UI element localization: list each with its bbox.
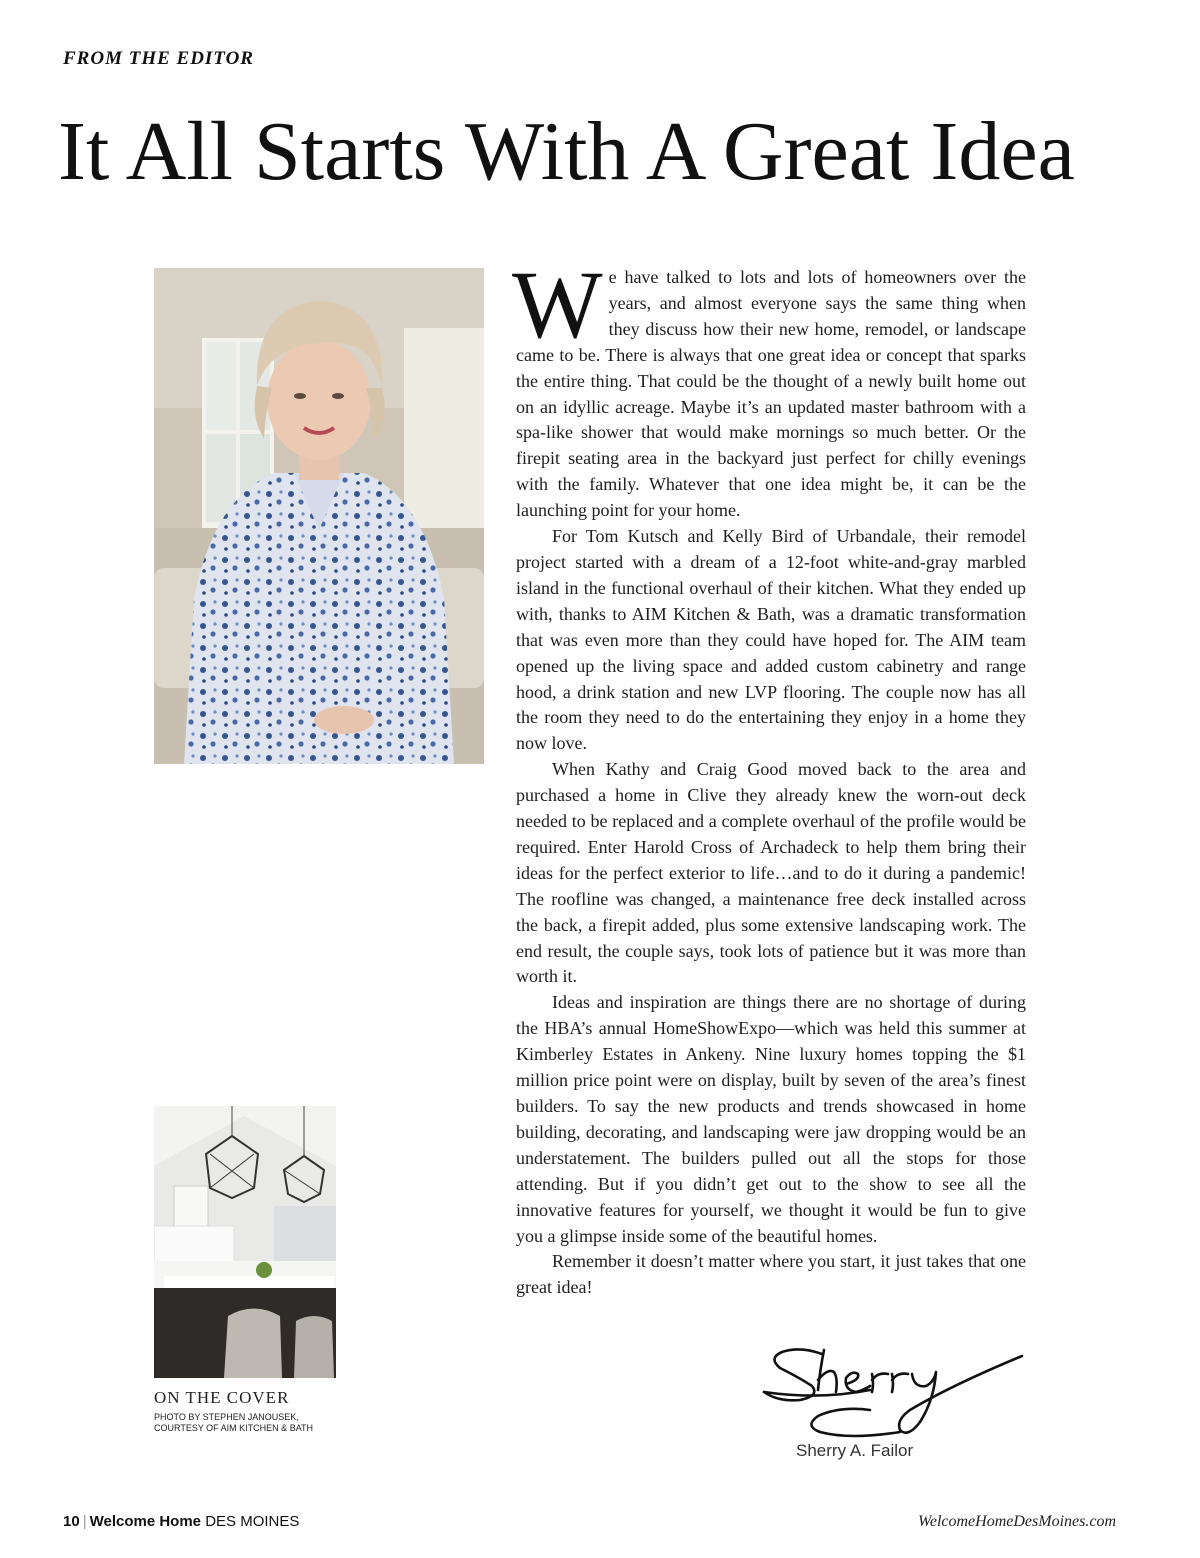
cover-credit-line-1: PHOTO BY STEPHEN JANOUSEK, [154,1412,299,1422]
handwritten-signature [760,1340,1030,1450]
section-label: FROM THE EDITOR [63,48,254,69]
footer-region: DES MOINES [205,1513,300,1530]
footer-brand: Welcome Home [89,1513,202,1530]
drop-cap: W [512,251,603,358]
page-number: 10 [63,1513,80,1530]
article-body [512,251,1026,1301]
cover-photo [154,1106,336,1378]
article-paragraph [512,251,1026,524]
article-paragraph-text: e have talked to lots and lots of homeowners over the years, and almost everyone says the same thing when they discuss how their new home, remodel, or landscape came to be. There is always that one great idea or concept that sparks the entire thing. That could be the thought of a newly built home out on an idyllic acreage. Maybe it’s an updated master bathroom with a spa-like shower that would make mornings so much better. Or the firepit seating area in the backyard just perfect for chilly evenings with the family. Whatever that one idea might be, it can be the launching point for your home. [516,267,1026,521]
article-paragraph: Remember it doesn’t matter where you start, it just takes that one great idea! [516,1251,1026,1298]
cover-credit-line-2: COURTESY OF AIM KITCHEN & BATH [154,1423,314,1433]
footer-folio [63,1513,299,1530]
signer-name: Sherry A. Failor [796,1441,914,1460]
article-paragraph: For Tom Kutsch and Kelly Bird of Urbandale, their remodel project started with a dream of a 12-foot white-and-gray marbled island in the functional overhaul of their kitchen. What they ended up with, thanks to AIM Kitchen & Bath, was a dramatic transformation that was even more than they could have hoped for. The AIM team opened up the living space and added custom cabinetry and range hood, a drink station and new LVP flooring. The couple now has all the room they need to do the entertaining they enjoy in a home they now love. [516,526,1026,754]
editor-portrait-photo [154,268,484,764]
cover-photo-credit [154,1412,313,1434]
article-paragraph: When Kathy and Craig Good moved back to the area and purchased a home in Clive they already knew the worn-out deck needed to be replaced and a complete overhaul of the profile would be required. Enter Harold Cross of Archadeck to help them bring their ideas for the perfect exterior to life…and to do it during a pandemic! The roofline was changed, a maintenance free deck installed across the back, a firepit added, plus some extensive landscaping work. The end result, the couple says, took lots of patience but it was more than worth it. [516,759,1026,987]
page-title: It All Starts With A Great Idea [58,105,1075,198]
footer-website: WelcomeHomeDesMoines.com [917,1513,1116,1530]
cover-caption-title: ON THE COVER [154,1388,290,1407]
footer-divider: | [82,1513,87,1530]
article-paragraph: Ideas and inspiration are things there are no shortage of during the HBA’s annual HomeShowExpo—which was held this summer at Kimberley Estates in Ankeny. Nine luxury homes topping the $1 million price point were on display, built by seven of the area’s finest builders. To say the new products and trends showcased in home building, decorating, and landscaping were jaw dropping would be an understatement. The builders pulled out all the stops for those attending. But if you didn’t get out to the show to see all the innovative features for yourself, we thought it would be fun to give you a glimpse inside some of the beautiful homes. [516,992,1026,1246]
